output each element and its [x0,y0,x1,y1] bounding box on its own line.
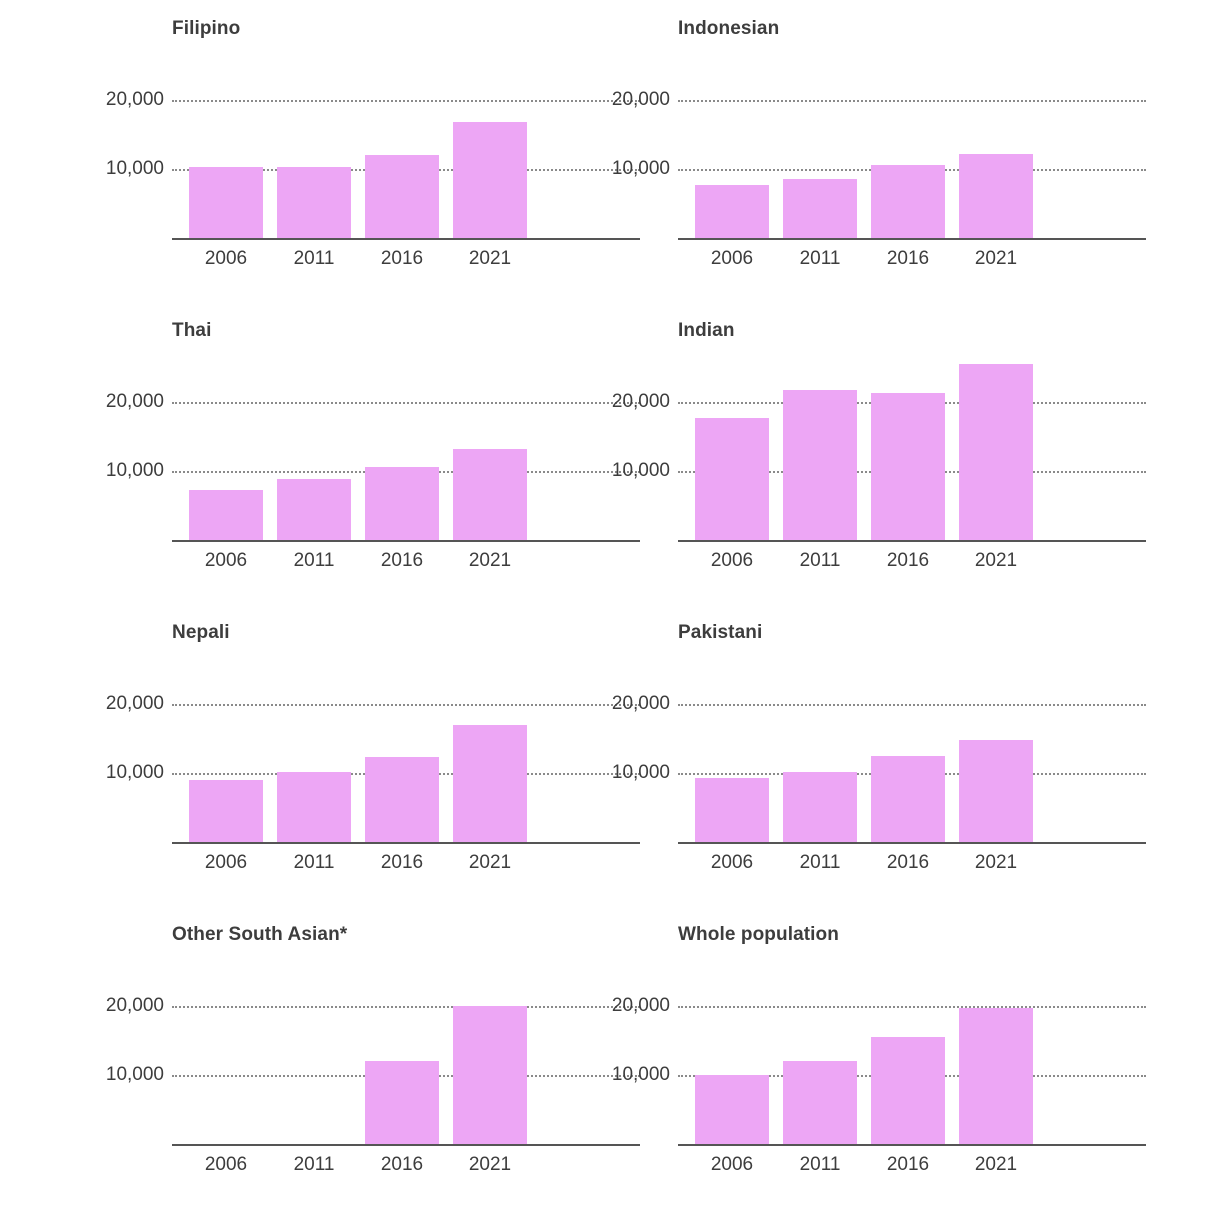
y-axis-tick-label: 20,000 [611,390,670,412]
bar [959,1008,1033,1144]
plot-area [611,360,1146,542]
bar [365,155,439,238]
chart-title: Indonesian [678,18,780,39]
bar [783,179,857,238]
x-axis-tick-label: 2021 [468,852,512,873]
x-axis-line [172,1144,640,1146]
x-axis-tick-label: 2006 [204,550,248,571]
y-axis-tick-label: 20,000 [105,88,164,110]
bar [871,1037,945,1144]
bar [277,479,351,540]
x-axis-tick-label: 2016 [380,550,424,571]
x-axis-labels [172,1154,640,1184]
chart-title: Pakistani [678,622,763,643]
y-axis-tick-label: 10,000 [611,459,670,481]
x-axis-tick-label: 2016 [380,852,424,873]
x-axis-tick-label: 2016 [886,852,930,873]
bar-series [678,964,1146,1144]
bar [189,780,263,842]
x-axis-tick-label: 2011 [293,852,335,873]
y-axis-tick-label: 10,000 [105,761,164,783]
bar-series [678,662,1146,842]
bar-series [172,662,640,842]
y-axis-tick-label: 20,000 [105,390,164,412]
x-axis-line [678,842,1146,844]
plot-area [611,964,1146,1146]
chart-title: Nepali [172,622,230,643]
bar [695,778,769,842]
bar [189,490,263,540]
y-axis-tick-label: 10,000 [105,157,164,179]
x-axis-line [172,842,640,844]
x-axis-tick-label: 2011 [799,1154,841,1175]
bar [365,1061,439,1144]
chart-panel [611,302,1176,604]
chart-panel [611,0,1176,302]
x-axis-labels [678,852,1146,882]
x-axis-tick-label: 2011 [799,248,841,269]
bar [277,772,351,842]
bar [959,740,1033,842]
x-axis-tick-label: 2006 [710,852,754,873]
bar [453,1006,527,1144]
chart-panel [105,604,670,906]
x-axis-tick-label: 2016 [886,248,930,269]
bar [783,390,857,540]
y-axis-tick-label: 10,000 [105,459,164,481]
plot-area [611,58,1146,240]
y-axis-tick-label: 20,000 [105,994,164,1016]
x-axis-line [678,1144,1146,1146]
plot-area [611,662,1146,844]
chart-panel [105,906,670,1208]
x-axis-tick-label: 2006 [710,248,754,269]
x-axis-tick-label: 2021 [468,248,512,269]
plot-area [105,360,640,542]
plot-area [105,662,640,844]
y-axis-tick-label: 10,000 [611,761,670,783]
x-axis-tick-label: 2021 [974,550,1018,571]
x-axis-labels [172,550,640,580]
x-axis-line [678,238,1146,240]
chart-title: Other South Asian* [172,924,348,945]
x-axis-tick-label: 2016 [886,550,930,571]
chart-title: Whole population [678,924,839,945]
x-axis-tick-label: 2016 [886,1154,930,1175]
x-axis-labels [172,248,640,278]
bar [189,167,263,238]
x-axis-labels [678,550,1146,580]
bar [695,185,769,238]
bar [959,364,1033,540]
x-axis-tick-label: 2016 [380,1154,424,1175]
chart-panel [611,604,1176,906]
x-axis-tick-label: 2021 [974,852,1018,873]
y-axis-tick-label: 20,000 [611,88,670,110]
x-axis-line [172,540,640,542]
chart-title: Thai [172,320,212,341]
bar [453,449,527,540]
x-axis-tick-label: 2006 [710,550,754,571]
chart-title: Filipino [172,18,241,39]
plot-area [105,58,640,240]
x-axis-tick-label: 2011 [799,852,841,873]
bar [871,165,945,238]
bar-series [172,58,640,238]
chart-title: Indian [678,320,735,341]
x-axis-tick-label: 2006 [204,1154,248,1175]
x-axis-tick-label: 2021 [974,248,1018,269]
bar-series [678,58,1146,238]
bar [695,1075,769,1144]
x-axis-tick-label: 2006 [204,248,248,269]
y-axis-tick-label: 10,000 [611,157,670,179]
bar [695,418,769,540]
y-axis-tick-label: 20,000 [611,692,670,714]
x-axis-tick-label: 2006 [204,852,248,873]
x-axis-tick-label: 2011 [293,1154,335,1175]
chart-panel [611,906,1176,1208]
bar [365,467,439,540]
bar [783,1061,857,1144]
x-axis-labels [172,852,640,882]
chart-panel [105,302,670,604]
plot-area [105,964,640,1146]
bar [871,756,945,842]
x-axis-labels [678,248,1146,278]
x-axis-tick-label: 2021 [468,550,512,571]
x-axis-tick-label: 2011 [293,248,335,269]
bar-series [172,964,640,1144]
bar [453,122,527,238]
y-axis-tick-label: 10,000 [611,1063,670,1085]
bar [277,167,351,238]
bar-series [172,360,640,540]
bar [871,393,945,540]
y-axis-tick-label: 20,000 [105,692,164,714]
x-axis-line [678,540,1146,542]
bar [783,772,857,842]
y-axis-tick-label: 10,000 [105,1063,164,1085]
bar [365,757,439,842]
x-axis-tick-label: 2021 [974,1154,1018,1175]
y-axis-tick-label: 20,000 [611,994,670,1016]
x-axis-line [172,238,640,240]
chart-panel [105,0,670,302]
bar [453,725,527,842]
x-axis-tick-label: 2006 [710,1154,754,1175]
x-axis-tick-label: 2016 [380,248,424,269]
x-axis-tick-label: 2011 [293,550,335,571]
bar-series [678,360,1146,540]
bar [959,154,1033,238]
x-axis-tick-label: 2011 [799,550,841,571]
x-axis-labels [678,1154,1146,1184]
x-axis-tick-label: 2021 [468,1154,512,1175]
